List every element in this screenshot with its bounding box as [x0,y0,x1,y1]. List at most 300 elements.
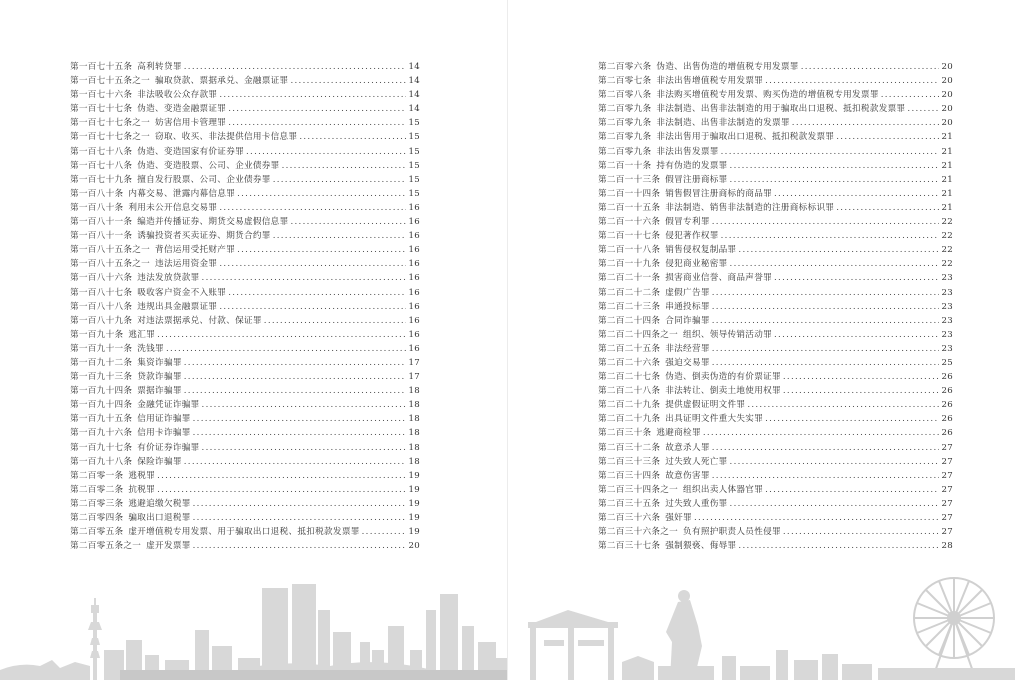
dot-leader [273,229,406,243]
toc-entry[interactable] [70,215,420,229]
toc-entry[interactable] [598,511,953,525]
toc-entry[interactable] [70,74,420,88]
toc-entry[interactable] [598,525,953,539]
page-number: 21 [941,146,953,157]
dot-leader [907,102,939,116]
dot-leader [783,525,939,539]
toc-entry[interactable] [70,328,420,342]
toc-entry[interactable] [70,455,420,469]
page-number: 16 [408,301,420,312]
page-number: 23 [941,315,953,326]
toc-entry[interactable] [598,201,953,215]
article-number: 第二百二十二条 [598,287,661,298]
dot-leader [738,539,939,553]
page-number: 20 [941,90,953,101]
page-number: 17 [408,357,420,368]
page-number: 23 [941,329,953,340]
toc-entry[interactable] [598,243,953,257]
article-number: 第一百七十七条 [70,104,133,115]
crime-title: 伪造、变造股票、公司、企业债券罪 [137,160,280,171]
dot-leader [228,286,406,300]
dot-leader [783,370,939,384]
crime-title: 虚假广告罪 [665,287,710,298]
page-number: 26 [941,400,953,411]
page-number: 25 [941,357,953,368]
toc-entry[interactable] [598,300,953,314]
dot-leader [219,257,406,271]
article-number: 第二百零一条 [70,470,124,481]
dot-leader [157,469,406,483]
toc-list-right [598,60,953,553]
toc-entry[interactable] [70,229,420,243]
crime-title: 销售侵权复制品罪 [665,245,737,256]
toc-entry[interactable] [598,314,953,328]
page-number: 27 [941,442,953,453]
page-number: 21 [941,174,953,185]
toc-entry[interactable] [70,187,420,201]
dot-leader [703,426,939,440]
article-number: 第二百零六条 [598,62,652,72]
toc-entry[interactable] [70,539,420,553]
page-number: 18 [408,414,420,425]
crime-title: 非法出售用于骗取出口退税、抵扣税款发票罪 [656,132,835,143]
page-number: 16 [408,259,420,270]
toc-entry[interactable] [70,412,420,426]
article-number: 第二百二十三条 [598,301,661,312]
dot-leader [774,187,939,201]
article-number: 第一百七十八条 [70,160,133,171]
crime-title: 强迫交易罪 [665,357,710,368]
toc-entry[interactable] [70,286,420,300]
page-number: 22 [941,245,953,256]
dot-leader [694,511,939,525]
page-number: 20 [408,541,420,552]
toc-entry[interactable] [70,102,420,116]
page-number: 19 [408,498,420,509]
dot-leader [712,314,939,328]
page-number: 19 [408,527,420,538]
crime-title: 侵犯商业秘密罪 [665,259,728,270]
crime-title: 伪造、出售伪造的增值税专用发票罪 [656,62,799,72]
page-number: 20 [941,104,953,115]
dot-leader [712,469,939,483]
dot-leader [299,130,406,144]
toc-entry[interactable] [598,342,953,356]
crime-title: 信用证诈骗罪 [137,414,191,425]
article-number: 第二百二十六条 [598,357,661,368]
dot-leader [712,300,939,314]
toc-entry[interactable] [598,173,953,187]
crime-title: 非法制造、销售非法制造的注册商标标识罪 [665,202,835,213]
article-number: 第二百零九条 [598,104,652,115]
crime-title: 骗取出口退税罪 [128,513,191,523]
article-number: 第二百零二条 [70,484,124,495]
crime-title: 组织、领导传销活动罪 [683,329,772,340]
article-number: 第一百九十三条 [70,372,133,383]
article-number: 第二百三十七条 [598,541,661,552]
dot-leader [836,130,939,144]
article-number: 第二百二十四条 [598,315,661,326]
dot-leader [219,88,406,102]
toc-entry[interactable] [70,201,420,215]
dot-leader [166,342,406,356]
article-number: 第二百二十九条 [598,414,661,425]
article-number: 第二百二十五条 [598,343,661,354]
toc-entry[interactable] [598,215,953,229]
page-number: 15 [408,132,420,143]
dot-leader [264,314,406,328]
dot-leader [765,74,939,88]
page-number: 16 [408,245,420,256]
crime-title: 洗钱罪 [137,343,164,354]
dot-leader [237,187,406,201]
page-number: 22 [941,217,953,228]
toc-entry[interactable] [598,159,953,173]
city-skyline-right [508,570,1015,680]
toc-entry[interactable] [598,328,953,342]
crime-title: 非法吸收公众存款罪 [137,90,218,101]
article-number: 第二百三十条 [598,428,652,439]
toc-entry[interactable] [598,441,953,455]
dot-leader [730,159,939,173]
toc-entry[interactable] [598,455,953,469]
dot-leader [730,455,939,469]
dot-leader [184,384,406,398]
article-number: 第二百零七条 [598,76,652,87]
toc-entry[interactable] [70,116,420,130]
toc-entry[interactable] [70,398,420,412]
crime-title: 信用卡诈骗罪 [137,428,191,439]
crime-title: 损害商业信誉、商品声誉罪 [665,273,772,284]
toc-entry[interactable] [70,243,420,257]
crime-title: 过失致人重伤罪 [665,498,728,509]
page-number: 21 [941,132,953,143]
toc-entry[interactable] [70,314,420,328]
page-number: 15 [408,188,420,199]
toc-entry[interactable] [70,511,420,525]
crime-title: 持有伪造的发票罪 [656,160,728,171]
dot-leader [362,525,406,539]
toc-entry[interactable] [598,145,953,159]
crime-title: 伪造、变造金融票证罪 [137,104,227,115]
toc-entry[interactable] [70,370,420,384]
page-number: 20 [941,118,953,129]
dot-leader [290,215,406,229]
article-number: 第一百七十五条 [70,62,133,72]
article-number: 第二百三十六条之一 [598,527,679,538]
toc-entry[interactable] [598,187,953,201]
toc-entry[interactable] [598,356,953,370]
toc-entry[interactable] [70,173,420,187]
toc-entry[interactable] [598,229,953,243]
dot-leader [202,271,406,285]
page-number: 26 [941,372,953,383]
page-number: 26 [941,428,953,439]
toc-entry[interactable] [598,102,953,116]
dot-leader [792,116,939,130]
toc-entry[interactable] [70,271,420,285]
crime-title: 假冒专利罪 [665,217,710,228]
toc-entry[interactable] [70,469,420,483]
article-number: 第一百八十一条 [70,217,133,228]
toc-entry[interactable] [598,412,953,426]
dot-leader [246,145,406,159]
page-number: 22 [941,259,953,270]
dot-leader [202,441,406,455]
article-number: 第二百零九条 [598,146,652,157]
dot-leader [228,102,406,116]
crime-title: 保险诈骗罪 [137,456,182,467]
toc-entry[interactable] [70,384,420,398]
crime-title: 负有照护职责人员性侵罪 [683,527,781,538]
toc-entry[interactable] [598,370,953,384]
crime-title: 背信运用受托财产罪 [155,245,236,256]
page-number: 16 [408,287,420,298]
article-number: 第一百八十六条 [70,273,133,284]
page-number: 16 [408,329,420,340]
article-number: 第二百零三条 [70,498,124,509]
page-number: 18 [408,400,420,411]
crime-title: 提供虚假证明文件罪 [665,400,746,411]
article-number: 第二百二十七条 [598,372,661,383]
crime-title: 销售假冒注册商标的商品罪 [665,188,772,199]
article-number: 第一百八十条 [70,188,124,199]
article-number: 第二百三十六条 [598,513,661,523]
article-number: 第二百二十九条 [598,400,661,411]
toc-entry[interactable] [598,88,953,102]
dot-leader [184,60,406,74]
crime-title: 故意杀人罪 [665,442,710,453]
page-number: 26 [941,414,953,425]
dot-leader [774,328,939,342]
crime-title: 侵犯著作权罪 [665,231,719,242]
dot-leader [765,483,939,497]
page-number: 16 [408,315,420,326]
page-number: 18 [408,442,420,453]
toc-entry[interactable] [598,60,953,74]
crime-title: 妨害信用卡管理罪 [155,118,227,129]
dot-leader [783,384,939,398]
dot-leader [157,328,406,342]
page-number: 18 [408,456,420,467]
dot-leader [712,441,939,455]
page-number: 28 [941,541,953,552]
article-number: 第二百一十五条 [598,202,661,213]
toc-entry[interactable] [598,286,953,300]
article-number: 第一百九十四条 [70,400,133,411]
dot-leader [184,370,406,384]
toc-entry[interactable] [598,74,953,88]
article-number: 第二百二十四条之一 [598,329,679,340]
toc-entry[interactable] [598,384,953,398]
article-number: 第一百七十七条之一 [70,132,151,143]
dot-leader [730,173,939,187]
crime-title: 骗取贷款、票据承兑、金融票证罪 [155,76,289,87]
page-number: 22 [941,231,953,242]
article-number: 第二百零八条 [598,90,652,101]
page-number: 21 [941,160,953,171]
toc-entry[interactable] [598,116,953,130]
toc-entry[interactable] [598,426,953,440]
crime-title: 内幕交易、泄露内幕信息罪 [128,188,236,199]
crime-title: 虚开增值税专用发票、用于骗取出口退税、抵扣税款发票罪 [128,527,360,538]
crime-title: 集资诈骗罪 [137,357,182,368]
dot-leader [184,356,406,370]
toc-entry[interactable] [598,257,953,271]
article-number: 第二百零九条 [598,132,652,143]
crime-title: 非法制造、出售非法制造的用于骗取出口退税、抵扣税款发票罪 [656,104,906,115]
crime-title: 强制猥亵、侮辱罪 [665,541,737,552]
article-number: 第一百九十二条 [70,357,133,368]
dot-leader [193,497,406,511]
crime-title: 违法发放贷款罪 [137,273,200,284]
toc-entry[interactable] [70,60,420,74]
crime-title: 非法制造、出售非法制造的发票罪 [656,118,790,129]
page-number: 18 [408,386,420,397]
page-number: 14 [408,90,420,101]
crime-title: 逃避商检罪 [656,428,701,439]
crime-title: 非法出售增值税专用发票罪 [656,76,764,87]
toc-entry[interactable] [70,426,420,440]
crime-title: 逃避追缴欠税罪 [128,498,191,509]
article-number: 第二百一十八条 [598,245,661,256]
article-number: 第一百七十九条 [70,174,133,185]
toc-entry[interactable] [598,497,953,511]
article-number: 第一百八十七条 [70,287,133,298]
crime-title: 合同诈骗罪 [665,315,710,326]
article-number: 第二百零五条 [70,527,124,538]
toc-entry[interactable] [598,271,953,285]
article-number: 第二百零九条 [598,118,652,129]
dot-leader [193,511,406,525]
page-number: 16 [408,217,420,228]
toc-entry[interactable] [70,483,420,497]
toc-entry[interactable] [70,130,420,144]
article-number: 第一百七十五条之一 [70,76,151,87]
crime-title: 串通投标罪 [665,301,710,312]
page-number: 23 [941,301,953,312]
toc-entry[interactable] [70,356,420,370]
toc-entry[interactable] [70,342,420,356]
toc-entry[interactable] [70,300,420,314]
toc-entry[interactable] [70,525,420,539]
dot-leader [193,539,406,553]
crime-title: 高利转贷罪 [137,62,182,72]
article-number: 第二百三十四条之一 [598,484,679,495]
article-number: 第一百八十一条 [70,231,133,242]
crime-title: 金融凭证诈骗罪 [137,400,200,411]
crime-title: 出具证明文件重大失实罪 [665,414,764,425]
page-number: 21 [941,202,953,213]
page-number: 17 [408,372,420,383]
page-number: 27 [941,456,953,467]
article-number: 第一百九十一条 [70,343,133,354]
toc-entry[interactable] [70,497,420,511]
dot-leader [219,300,406,314]
page-number: 16 [408,343,420,354]
article-number: 第二百一十九条 [598,259,661,270]
page-number: 23 [941,287,953,298]
dot-leader [730,257,939,271]
article-number: 第一百九十条 [70,329,124,340]
toc-entry[interactable] [70,159,420,173]
dot-leader [712,342,939,356]
crime-title: 有价证券诈骗罪 [137,442,200,453]
dot-leader [228,116,406,130]
dot-leader [721,229,939,243]
crime-title: 组织出卖人体器官罪 [683,484,764,495]
crime-title: 虚开发票罪 [146,541,191,552]
page-number: 19 [408,470,420,481]
crime-title: 违规出具金融票证罪 [137,301,218,312]
dot-leader [881,88,939,102]
dot-leader [712,356,939,370]
page-number: 14 [408,76,420,87]
toc-entry[interactable] [598,483,953,497]
crime-title: 违法运用资金罪 [155,259,218,270]
article-number: 第一百九十五条 [70,414,133,425]
crime-title: 故意伤害罪 [665,470,710,481]
page-number: 15 [408,160,420,171]
article-number: 第二百一十三条 [598,174,661,185]
page-number: 23 [941,273,953,284]
page-number: 26 [941,386,953,397]
article-number: 第一百九十四条 [70,386,133,397]
crime-title: 逃汇罪 [128,329,156,340]
toc-entry[interactable] [598,469,953,483]
article-number: 第一百九十七条 [70,442,133,453]
toc-entry[interactable] [70,145,420,159]
toc-entry[interactable] [70,88,420,102]
dot-leader [273,173,406,187]
crime-title: 非法购买增值税专用发票、购买伪造的增值税专用发票罪 [656,90,879,101]
dot-leader [801,60,939,74]
dot-leader [774,271,939,285]
article-number: 第二百三十四条 [598,470,661,481]
page-number: 16 [408,273,420,284]
dot-leader [730,497,939,511]
page-number: 16 [408,202,420,213]
page-number: 16 [408,231,420,242]
crime-title: 吸收客户资金不入账罪 [137,287,227,298]
page-number: 15 [408,174,420,185]
dot-leader [219,201,406,215]
page-number: 20 [941,62,953,72]
article-number: 第一百八十九条 [70,315,133,326]
page-number: 27 [941,513,953,523]
article-number: 第一百七十八条 [70,146,133,157]
dot-leader [765,412,939,426]
toc-entry[interactable] [598,398,953,412]
crime-title: 票据诈骗罪 [137,386,182,397]
dot-leader [282,159,406,173]
dot-leader [202,398,406,412]
toc-entry[interactable] [598,539,953,553]
toc-entry[interactable] [598,130,953,144]
toc-entry[interactable] [70,257,420,271]
left-page [0,0,507,680]
page-number: 18 [408,428,420,439]
crime-title: 非法出售发票罪 [656,146,719,157]
page-number: 14 [408,62,420,72]
toc-list-left [70,60,420,553]
page-number: 21 [941,188,953,199]
toc-entry[interactable] [70,441,420,455]
crime-title: 假冒注册商标罪 [665,174,728,185]
article-number: 第一百七十七条之一 [70,118,151,129]
article-number: 第二百三十三条 [598,456,661,467]
dot-leader [193,412,406,426]
